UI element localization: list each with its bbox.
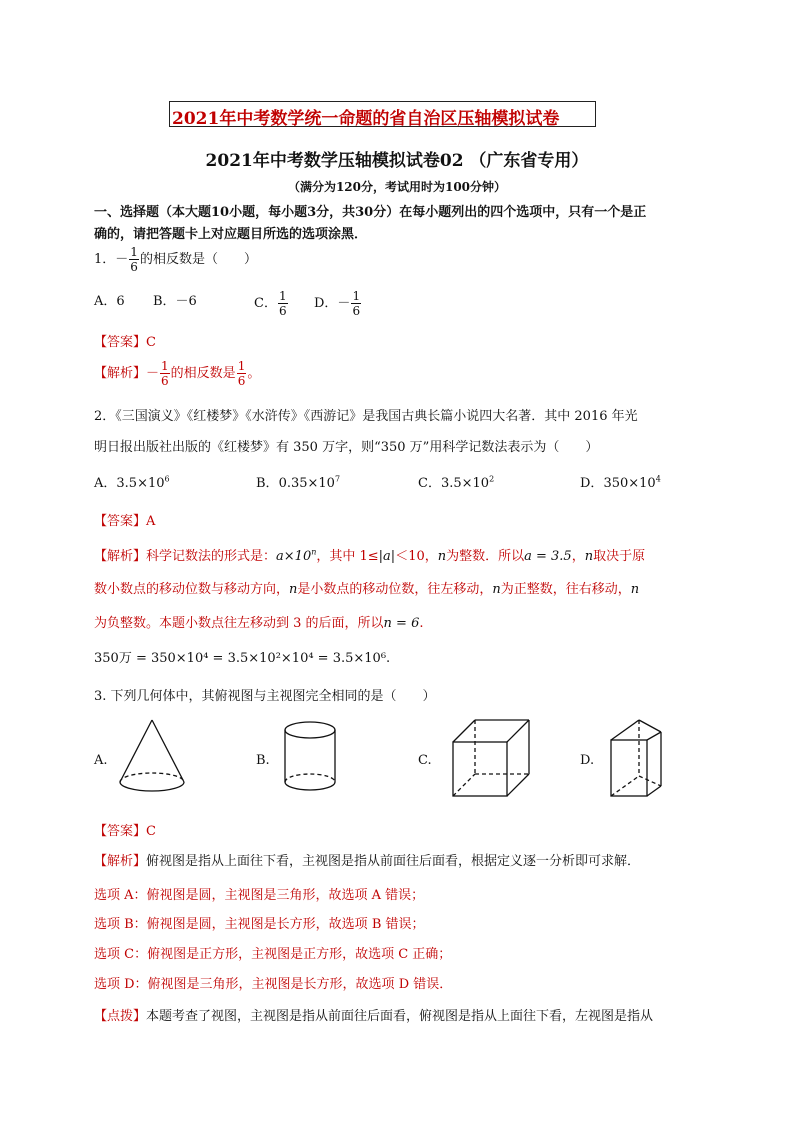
q2-an-n1: n [437,549,447,564]
q1-option-c-frac [278,290,288,317]
q1-analysis [94,360,260,387]
q1-minus: － [115,252,129,267]
q2-opt-a-exp: 6 [164,474,170,484]
q1-fraction [129,246,139,273]
q2-an-l2a: 数小数点的移动位数与移动方向， [94,582,290,597]
triangular-prism-figure [609,718,667,800]
q2-an-l2b: 是小数点的移动位数，往左移动， [297,582,493,597]
q2-an-eq: a = 3.5 [524,549,572,564]
q2-opt-d-exp: 4 [655,474,661,484]
q2-an-form-exp: n [311,547,317,557]
q1-analysis-end: 。 [247,366,261,381]
q2-an-l1a: 科学记数法的形式是： [146,549,277,564]
q1-stem: 的相反数是（ ） [139,252,257,267]
q3-option-d-label: D. [580,753,595,768]
cube-figure [451,718,531,800]
q1-answer [94,331,156,350]
q3-answer-value: C [146,824,156,839]
q2-opt-c-value: 3.5×10 [440,476,490,491]
q2-an-l1f: 取决于原 [593,549,646,564]
q1-analysis-frac2 [237,360,247,387]
section-instructions-line2: 确的，请把答题卡上对应题目所选的选项涂黑． [94,227,368,242]
q3-option-c-label: C. [418,753,432,768]
q1-option-c [254,290,289,317]
q3-point [94,1005,653,1024]
q2-an-l3b: . [419,616,424,631]
q3-option-b-label: B. [256,753,270,768]
q2-an-l1d: 为整数．所以 [446,549,525,564]
q2-opt-d-label: D． [580,476,604,491]
q3-answer [94,820,156,839]
q2-an-l3-eq: n = 6 [383,616,420,631]
q2-answer-tag: 【答案】 [94,514,147,529]
q2-opt-c-exp: 2 [489,474,495,484]
q1-d-num: 1 [352,289,361,303]
q2-an-l2-n3: n [630,582,640,597]
q2-opt-b-value: 0.35×10 [278,476,335,491]
q2-an-abs: |a| [378,549,396,564]
q3-point-text: 本题考查了视图，主视图是指从前面往后面看，俯视图是指从上面往下看，左视图是指从 [146,1009,654,1024]
q2-option-a [94,472,170,491]
q1-an-num2: 1 [237,359,246,373]
q3-answer-tag: 【答案】 [94,824,147,839]
cone-figure [115,718,185,798]
q3-analysis-text: 俯视图是指从上面往下看，主视图是指从前面往后面看，根据定义逐一分析即可求解． [146,854,641,869]
q1-option-c-label: C． [254,296,277,311]
q2-analysis-tag: 【解析】 [94,549,147,564]
cylinder-figure [283,720,337,795]
q3-option-analysis-c: 选项 C：俯视图是正方形，主视图是正方形，故选项 C 正确； [94,947,452,962]
q1-c-den: 6 [278,304,287,318]
q2-opt-c-label: C． [418,476,441,491]
q1-answer-value: C [146,335,156,350]
q1-an-den1: 6 [161,374,169,388]
q1-number: 1． [94,252,116,267]
q1-frac-num: 1 [130,245,138,259]
exam-subtitle: （满分为120分，考试用时为100分钟） [287,180,507,194]
q1-an-num1: 1 [161,359,169,373]
q2-stem-line1: 2．《三国演义》《红楼梦》《水浒传》《西游记》是我国古典长篇小说四大名著．其中 2016 年光 [94,409,638,424]
q2-an-form: a×10 [276,549,312,564]
q2-an-l2-n: n [289,582,298,597]
q1-option-b: B．－6 [153,294,197,309]
q1-option-d-label: D．－ [314,296,351,311]
q1-options [94,290,125,309]
q1-option-d-frac [351,290,361,317]
q3-option-analysis-a: 选项 A：俯视图是圆，主视图是三角形，故选项 A 错误； [94,888,425,903]
q2-analysis-line3 [94,612,424,631]
question-1 [94,246,257,273]
q1-analysis-tag: 【解析】 [94,366,147,381]
q2-an-l2c: 为正整数，往右移动， [500,582,631,597]
q3-stem: 3. 下列几何体中，其俯视图与主视图完全相同的是（ ） [94,689,436,704]
q2-opt-a-label: A． [94,476,117,491]
q2-opt-b-label: B． [256,476,279,491]
q2-an-l1e: ， [571,549,585,564]
section-instructions-line1: 一、选择题（本大题10小题，每小题3分，共30分）在每小题列出的四个选项中，只有一个是正 [94,205,647,220]
q1-option-d [314,290,362,317]
q3-analysis [94,850,640,869]
q1-option-a: A．6 [94,294,125,309]
q3-option-analysis-b: 选项 B：俯视图是圆，主视图是长方形，故选项 B 错误； [94,917,425,932]
q2-analysis-line2 [94,578,639,597]
q3-analysis-tag: 【解析】 [94,854,147,869]
q2-calculation: 350万 = 350×10⁴ = 3.5×10²×10⁴ = 3.5×10⁶. [94,651,391,666]
q2-an-l1b: ，其中 1≤ [316,549,379,564]
q1-frac-den: 6 [130,260,138,274]
q2-option-d [580,472,661,491]
q3-option-analysis-d: 选项 D：俯视图是三角形，主视图是长方形，故选项 D 错误． [94,977,453,992]
q2-answer [94,510,155,529]
q2-an-n2: n [584,549,594,564]
q2-opt-d-value: 350×10 [603,476,656,491]
q1-answer-tag: 【答案】 [94,335,147,350]
q1-d-den: 6 [352,304,361,318]
q3-point-tag: 【点拨】 [94,1009,147,1024]
q1-analysis-frac1 [160,360,170,387]
q2-an-l3a: 为负整数。本题小数点往左移动到 3 的后面，所以 [94,616,384,631]
q1-analysis-mid: 的相反数是 [170,366,236,381]
banner-title: 2021年中考数学统一命题的省自治区压轴模拟试卷 [172,109,560,129]
q1-c-num: 1 [278,289,287,303]
q2-stem-line2: 明日报出版社出版的《红楼梦》有 350 万字，则“350 万”用科学记数法表示为（ ） [94,440,599,455]
q2-an-l2-n2: n [492,582,501,597]
q2-opt-b-exp: 7 [334,474,341,484]
q1-analysis-minus: － [146,366,160,381]
q2-answer-value: A [146,514,156,529]
q2-opt-a-value: 3.5×10 [116,476,165,491]
exam-title: 2021年中考数学压轴模拟试卷02 （广东省专用） [205,151,589,171]
q2-analysis-line1 [94,545,645,564]
q3-option-a-label: A. [94,753,108,768]
q2-an-l1c: ＜10， [395,549,438,564]
q2-option-b [256,472,340,491]
q1-an-den2: 6 [237,374,246,388]
q2-option-c [418,472,494,491]
